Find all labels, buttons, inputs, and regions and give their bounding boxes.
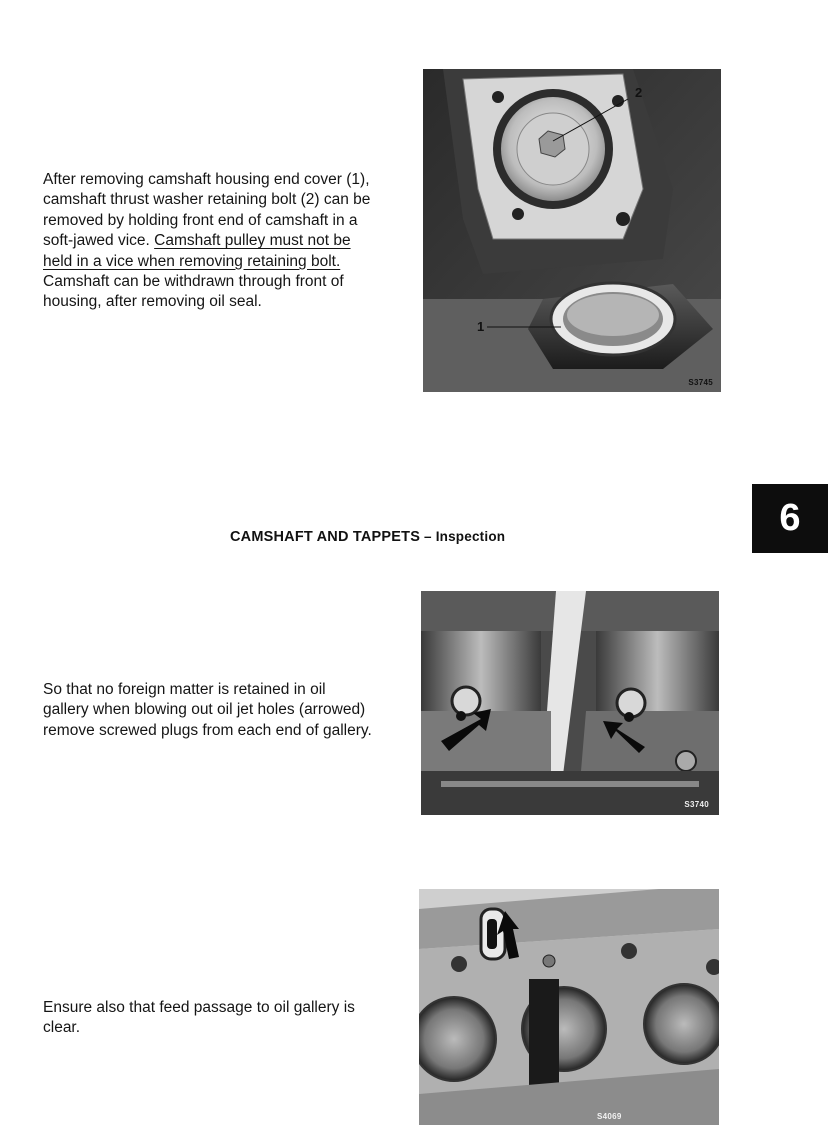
- feed-passage-paragraph: Ensure also that feed passage to oil gallery is clear.: [43, 999, 355, 1037]
- section-tab: 6: [752, 484, 828, 553]
- section-title: CAMSHAFT AND TAPPETS: [230, 529, 421, 545]
- photo-reference: S3740: [684, 800, 709, 809]
- callout-2: 2: [635, 85, 643, 100]
- warning-underlined-text: Camshaft pulley must not be held in a vice when removing retaining bolt.: [43, 232, 351, 270]
- section-subtitle: – Inspection: [420, 529, 506, 544]
- callout-1: 1: [477, 319, 485, 334]
- photo-feed-passage: [419, 889, 719, 1125]
- photo-camshaft-end-cover: [423, 69, 721, 392]
- paragraph-text-continued: Camshaft can be withdrawn through front of housing, after removing oil seal.: [43, 273, 344, 311]
- photo-oil-jet-holes: [421, 591, 719, 815]
- section-heading: [230, 529, 505, 545]
- camshaft-removal-paragraph: [43, 170, 373, 313]
- paragraph-text: After removing camshaft housing end cover (1), camshaft thrust washer retaining bolt (2) can be removed by holding front end of camshaft in a soft-jawed vice.: [43, 171, 371, 250]
- photo-reference: S4069: [597, 1112, 622, 1121]
- photo-reference: S3745: [688, 378, 713, 387]
- oil-gallery-paragraph: So that no foreign matter is retained in oil gallery when blowing out oil jet holes (arrowed) remove screwed plugs from each end of gallery.: [43, 681, 372, 739]
